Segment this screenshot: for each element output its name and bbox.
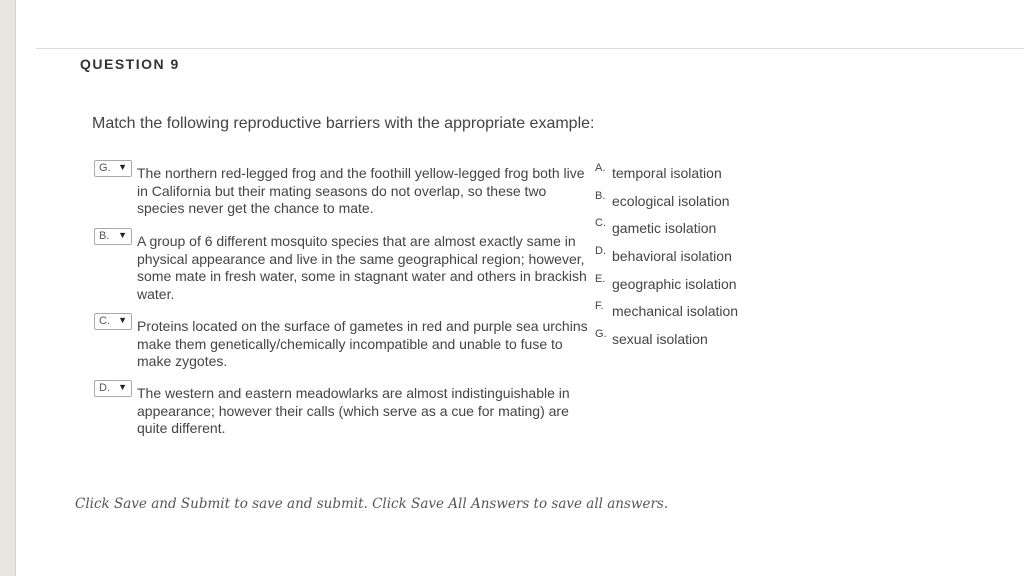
option-a [595,162,795,182]
dropdown-arrow-icon: ▼ [118,315,127,325]
option-label: sexual isolation [612,331,708,347]
dropdown-arrow-icon: ▼ [118,162,127,172]
answer-select-1[interactable] [94,160,132,177]
option-label: gametic isolation [612,220,717,236]
select-value: C. [99,315,110,327]
option-c [595,217,795,237]
save-instructions: Click Save and Submit to save and submit. Click Save All Answers to save all answers. [75,496,669,512]
option-d [595,245,795,265]
option-letter: C. [595,217,606,229]
option-label: geographic isolation [612,276,737,292]
match-item-text: The northern red-legged frog and the foothill yellow-legged frog both live in California but their mating seasons do not overlap, so these two species never get the chance to mate. [137,165,585,216]
option-letter: E. [595,273,606,285]
match-item-text: A group of 6 different mosquito species that are almost exactly same in physical appearance and live in the same geographical region; however, some mate in fresh water, some in stagnant water and others in brackish water. [137,233,587,302]
option-letter: D. [595,245,606,257]
option-label: behavioral isolation [612,248,732,264]
answer-select-2[interactable] [94,228,132,245]
question-prompt: Match the following reproductive barriers with the appropriate example: [92,115,595,132]
option-b [595,190,795,210]
option-f [595,300,795,320]
option-letter: G. [595,328,607,340]
option-letter: F. [595,300,604,312]
option-letter: B. [595,190,606,202]
match-item-text: The western and eastern meadowlarks are almost indistinguishable in appearance; however their calls (which serve as a cue for mating) are quite different. [137,385,570,436]
select-value: B. [99,230,110,242]
option-label: ecological isolation [612,193,730,209]
option-label: temporal isolation [612,165,722,181]
answer-select-3[interactable] [94,313,132,330]
answer-select-4[interactable] [94,380,132,397]
option-e [595,273,795,293]
select-value: G. [99,162,111,174]
select-value: D. [99,382,110,394]
question-title: QUESTION 9 [80,56,180,72]
option-g [595,328,795,348]
dropdown-arrow-icon: ▼ [118,230,127,240]
match-item-text: Proteins located on the surface of gametes in red and purple sea urchins make them genetically/chemically incompatible and unable to fuse to make zygotes. [137,318,588,369]
option-label: mechanical isolation [612,303,739,319]
left-rail [0,0,16,576]
dropdown-arrow-icon: ▼ [118,382,127,392]
option-letter: A. [595,162,606,174]
divider [36,48,1024,49]
